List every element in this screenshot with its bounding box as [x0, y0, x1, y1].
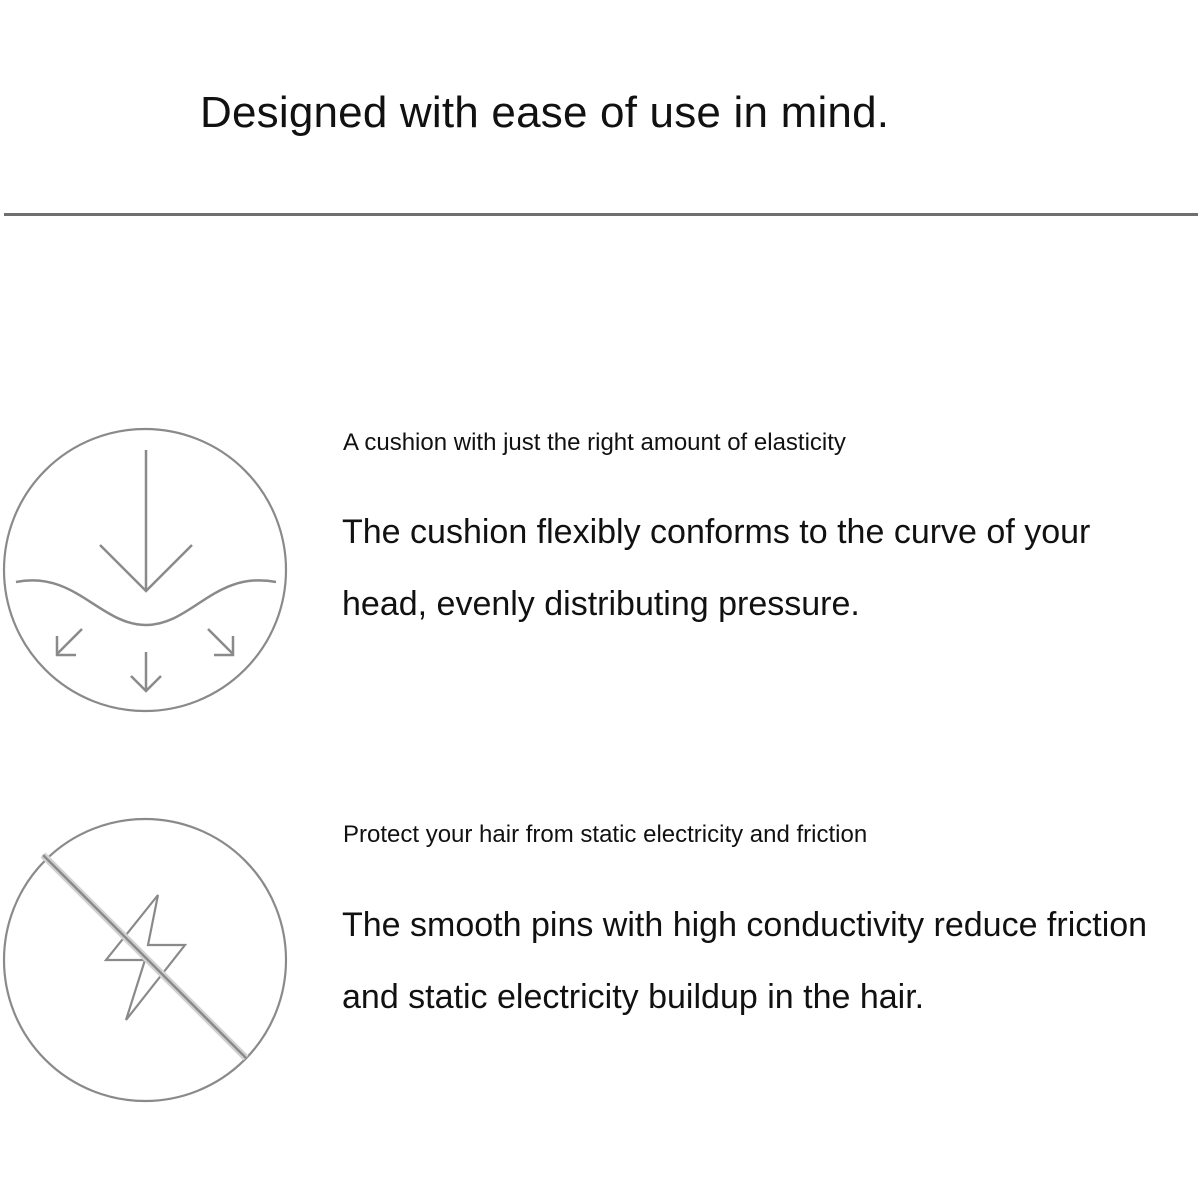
feature-description: The smooth pins with high conductivity reduce friction and static electricity buildup in the hair. [342, 906, 1148, 1016]
feature-description: The cushion flexibly conforms to the curve of your head, evenly distributing pressure. [342, 513, 1091, 623]
divider [4, 213, 1198, 216]
feature-heading: Protect your hair from static electricity and friction [343, 821, 868, 848]
feature-heading: A cushion with just the right amount of elasticity [343, 429, 846, 456]
anti-static-icon [0, 815, 290, 1105]
page-title: Designed with ease of use in mind. [200, 88, 890, 137]
cushion-elasticity-icon [0, 425, 290, 715]
